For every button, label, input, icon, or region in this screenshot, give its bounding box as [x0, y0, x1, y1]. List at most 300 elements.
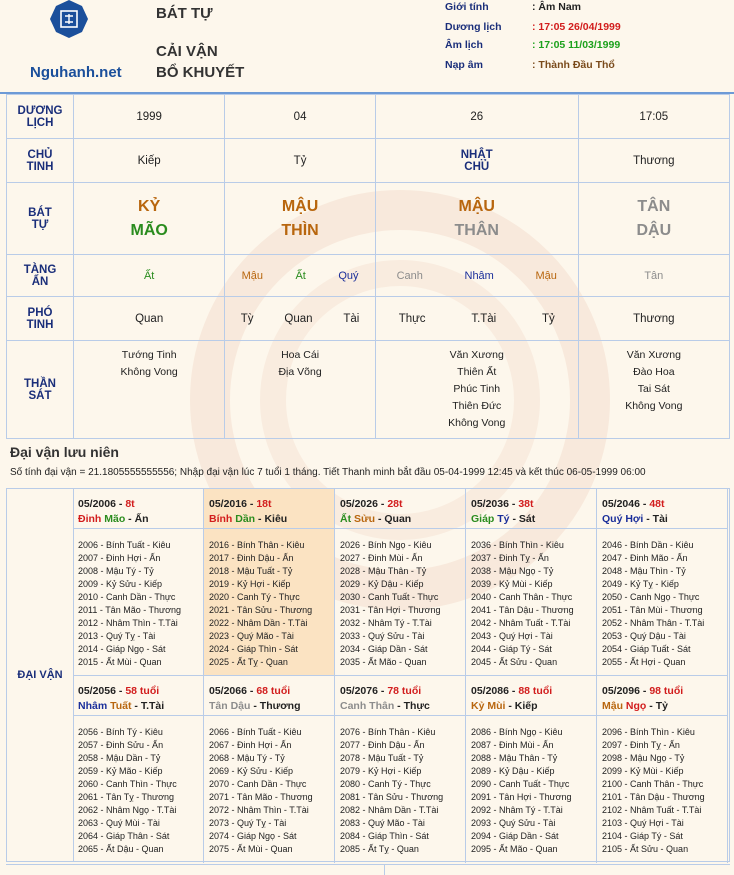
period-pillar	[78, 512, 203, 527]
year-item: 2006 - Bính Tuất - Kiêu	[78, 540, 171, 550]
year-list	[204, 529, 334, 669]
period-header	[73, 676, 203, 716]
year-list	[73, 716, 203, 856]
period-god: Ấn	[134, 513, 149, 525]
year-item: 2013 - Quý Tỵ - Tài	[78, 631, 156, 641]
period-sep: -	[639, 685, 650, 697]
period-chi: Thân	[369, 700, 395, 712]
year-item: 2056 - Bính Tý - Kiêu	[78, 727, 163, 737]
dia-chi: MÃO	[130, 221, 168, 239]
pho-tinh-cell	[578, 297, 729, 341]
year-item: 2072 - Nhâm Thìn - T.Tài	[209, 805, 309, 815]
year-item: 2050 - Canh Ngọ - Thực	[602, 592, 700, 602]
than-sat-cell	[225, 341, 375, 439]
period-date: 05/2016	[209, 498, 247, 510]
period-date: 05/2076	[340, 685, 378, 697]
period-pillar	[602, 512, 727, 527]
period-header	[466, 489, 596, 529]
period-sep: -	[643, 513, 653, 525]
year-item: 2103 - Quý Hợi - Tài	[602, 818, 684, 828]
period-date-age	[209, 497, 334, 512]
year-item: 2064 - Giáp Thân - Sát	[78, 831, 170, 841]
period-age: 18t	[256, 498, 272, 510]
hidden-stem: Ất	[295, 269, 306, 282]
period-sep: -	[377, 685, 388, 697]
period-pillar	[78, 699, 203, 714]
year-item: 2071 - Tân Mão - Thương	[209, 792, 313, 802]
period-god: Quan	[384, 513, 412, 525]
bat-tu-pillar	[375, 183, 578, 255]
period-sep: -	[394, 700, 404, 712]
header	[0, 0, 734, 94]
year-item: 2087 - Đinh Mùi - Ấn	[471, 740, 554, 750]
than-sat-item: Hoa Cái	[281, 349, 320, 361]
pho-tinh-cell	[74, 297, 225, 341]
period-date: 05/2006	[78, 498, 116, 510]
period-date: 05/2036	[471, 498, 509, 510]
tang-an-items	[376, 270, 578, 282]
period-sep: -	[115, 498, 126, 510]
dai-van-period[interactable]	[335, 676, 466, 863]
period-sep: -	[246, 685, 257, 697]
year-item: 2022 - Nhâm Dần - T.Tài	[209, 618, 308, 628]
dai-van-period[interactable]	[597, 489, 728, 676]
year-item: 2028 - Mậu Thân - Tỷ	[340, 566, 427, 576]
period-header	[335, 489, 465, 529]
period-pillar	[340, 699, 465, 714]
year-item: 2082 - Nhâm Dần - T.Tài	[340, 805, 439, 815]
period-chi: Ngọ	[625, 700, 647, 712]
pho-tinh-items	[225, 313, 374, 325]
period-sep: -	[509, 513, 519, 525]
bottom-bar	[6, 864, 730, 875]
year-item: 2074 - Giáp Ngọ - Sát	[209, 831, 297, 841]
tang-an-items	[74, 270, 224, 282]
year-item: 2095 - Ất Mão - Quan	[471, 844, 558, 854]
period-date: 05/2046	[602, 498, 640, 510]
hidden-stem: Mậu	[241, 269, 263, 282]
tang-an-cell	[375, 255, 578, 297]
than-sat-cell	[74, 341, 225, 439]
year-item: 2069 - Kỷ Sửu - Kiếp	[209, 766, 294, 776]
period-age: 38t	[518, 498, 534, 510]
nhat-chu-label: NHẬT CHỦ	[375, 139, 578, 183]
period-pillar	[471, 699, 596, 714]
ten-god: Quan	[135, 312, 164, 325]
period-chi: Tuất	[110, 700, 132, 712]
period-date-age	[78, 497, 203, 512]
period-date-age	[78, 684, 203, 699]
period-age: 98 tuổi	[649, 685, 684, 697]
year-item: 2025 - Ất Tỵ - Quan	[209, 657, 288, 667]
hidden-stem: Canh	[396, 269, 423, 282]
year-list	[466, 716, 596, 856]
row-than-sat	[7, 341, 730, 439]
year-item: 2083 - Quý Mão - Tài	[340, 818, 425, 828]
bottom-divider	[384, 865, 385, 875]
year-item: 2100 - Canh Thân - Thực	[602, 779, 704, 789]
period-header	[73, 489, 203, 529]
year-item: 2075 - Ất Mùi - Quan	[209, 844, 293, 854]
period-can: Tân	[209, 700, 228, 712]
than-sat-item: Tai Sát	[637, 383, 670, 395]
title-bat-tu: BÁT TỰ	[156, 5, 213, 22]
than-sat-item: Không Vong	[120, 366, 178, 378]
year-item: 2043 - Quý Hợi - Tài	[471, 631, 553, 641]
thien-can: KỶ	[138, 197, 161, 215]
than-sat-item: Thiên Đức	[452, 400, 502, 412]
ten-god: T.Tài	[471, 312, 497, 325]
period-age: 28t	[387, 498, 403, 510]
year-item: 2053 - Quý Dậu - Tài	[602, 631, 686, 641]
year-item: 2016 - Bính Thân - Kiêu	[209, 540, 305, 550]
period-age: 58 tuổi	[125, 685, 160, 697]
hidden-stem: Ất	[143, 269, 155, 282]
year-item: 2080 - Canh Tý - Thực	[340, 779, 431, 789]
hidden-stem: Mậu	[535, 269, 557, 282]
duong-lich-day: 26	[375, 95, 578, 139]
year-item: 2038 - Mậu Ngọ - Tỷ	[471, 566, 554, 576]
year-item: 2079 - Kỷ Hợi - Kiếp	[340, 766, 422, 776]
period-chi: Hợi	[625, 513, 644, 525]
period-header	[204, 489, 334, 529]
period-god: Thực	[403, 700, 430, 712]
dai-van-period[interactable]	[335, 489, 466, 676]
year-item: 2099 - Kỷ Mùi - Kiếp	[602, 766, 684, 776]
row-tang-an	[7, 255, 730, 297]
dai-van-note: Số tính đại vận = 21.1805555555556; Nhập đại vận lúc 7 tuổi 1 tháng. Tiết Thanh minh bắt đầu 05-04-1999 12:45 và kết thúc 06-05-1999 06:00	[10, 467, 646, 478]
pho-tinh-cell	[375, 297, 578, 341]
year-item: 2018 - Mậu Tuất - Tỷ	[209, 566, 293, 576]
year-list	[597, 529, 727, 669]
period-date-age	[209, 684, 334, 699]
period-can: Kỷ	[471, 700, 485, 712]
period-sep: -	[115, 685, 126, 697]
year-item: 2086 - Bính Ngọ - Kiêu	[471, 727, 563, 737]
period-date: 05/2026	[340, 498, 378, 510]
than-sat-cell	[578, 341, 729, 439]
title-bo-khuyet: BỔ KHUYẾT	[156, 64, 245, 81]
chu-tinh-month: Tỷ	[225, 139, 375, 183]
year-item: 2067 - Đinh Hợi - Ấn	[209, 740, 292, 750]
bat-tu-pillar	[225, 183, 375, 255]
period-date: 05/2096	[602, 685, 640, 697]
than-sat-item: Địa Võng	[278, 366, 322, 378]
year-item: 2090 - Canh Tuất - Thực	[471, 779, 570, 789]
dai-van-title: Đại vận lưu niên	[10, 444, 119, 460]
year-list	[335, 716, 465, 856]
row-chu-tinh	[7, 139, 730, 183]
thien-can: MẬU	[458, 197, 495, 215]
year-item: 2029 - Kỷ Dậu - Kiếp	[340, 579, 424, 589]
year-item: 2051 - Tân Mùi - Thương	[602, 605, 703, 615]
dai-van-period[interactable]	[466, 676, 597, 863]
hidden-stem: Tân	[644, 269, 664, 282]
dai-van-period[interactable]	[466, 489, 597, 676]
year-item: 2057 - Đinh Sửu - Ấn	[78, 740, 164, 750]
period-sep: -	[255, 513, 265, 525]
year-item: 2009 - Kỷ Sửu - Kiếp	[78, 579, 163, 589]
dai-van-period[interactable]	[73, 489, 204, 676]
period-chi: Sửu	[354, 513, 376, 525]
site-name[interactable]: Nguhanh.net	[30, 64, 122, 81]
year-item: 2089 - Kỷ Dậu - Kiếp	[471, 766, 555, 776]
year-item: 2081 - Tân Sửu - Thương	[340, 792, 444, 802]
tang-an-items	[225, 270, 374, 282]
year-item: 2015 - Ất Mùi - Quan	[78, 657, 162, 667]
info-value: : 17:05 26/04/1999	[532, 21, 621, 33]
period-can: Bính	[209, 513, 233, 525]
period-sep: -	[250, 700, 260, 712]
year-item: 2101 - Tân Dậu - Thương	[602, 792, 705, 802]
year-item: 2012 - Nhâm Thìn - T.Tài	[78, 618, 178, 628]
year-item: 2020 - Canh Tý - Thực	[209, 592, 300, 602]
ten-god: Thực	[398, 312, 426, 325]
tang-an-cell	[578, 255, 729, 297]
chu-tinh-year: Kiếp	[74, 139, 225, 183]
chu-tinh-hour: Thương	[578, 139, 729, 183]
year-item: 2030 - Canh Tuất - Thực	[340, 592, 439, 602]
year-item: 2034 - Giáp Dần - Sát	[340, 644, 428, 654]
than-sat-item: Văn Xương	[449, 349, 504, 361]
year-item: 2044 - Giáp Tý - Sát	[471, 644, 552, 654]
period-date-age	[471, 684, 596, 699]
period-can: Đinh	[78, 513, 102, 525]
row-label-tang-an: TÀNG ẨN	[7, 255, 74, 297]
year-item: 2084 - Giáp Thìn - Sát	[340, 831, 429, 841]
year-list	[597, 716, 727, 856]
period-can: Canh	[340, 700, 367, 712]
period-sep: -	[508, 685, 519, 697]
period-pillar	[209, 699, 334, 714]
row-label-chu-tinh: CHỦ TINH	[7, 139, 74, 183]
year-item: 2010 - Canh Dần - Thực	[78, 592, 176, 602]
than-sat-item: Phúc Tinh	[453, 383, 501, 395]
year-item: 2037 - Đinh Tỵ - Ấn	[471, 553, 549, 563]
duong-lich-year: 1999	[74, 95, 225, 139]
dai-van-period[interactable]	[597, 676, 728, 863]
dia-chi: DẬU	[636, 221, 672, 239]
duong-lich-hour: 17:05	[578, 95, 729, 139]
year-item: 2040 - Canh Thân - Thực	[471, 592, 573, 602]
period-sep: -	[508, 498, 519, 510]
title-cai-van: CẢI VẬN	[156, 43, 218, 60]
period-header	[597, 489, 727, 529]
year-item: 2091 - Tân Hợi - Thương	[471, 792, 572, 802]
year-item: 2042 - Nhâm Tuất - T.Tài	[471, 618, 571, 628]
year-item: 2065 - Ất Dậu - Quan	[78, 844, 164, 854]
period-age: 78 tuổi	[387, 685, 422, 697]
ten-god: Tài	[343, 312, 360, 325]
period-header	[204, 676, 334, 716]
than-sat-item: Đào Hoa	[633, 366, 675, 378]
year-item: 2098 - Mậu Ngọ - Tỷ	[602, 753, 685, 763]
year-item: 2073 - Quý Tỵ - Tài	[209, 818, 287, 828]
ten-god: Thương	[633, 312, 675, 325]
year-item: 2059 - Kỷ Mão - Kiếp	[78, 766, 163, 776]
year-item: 2039 - Kỷ Mùi - Kiếp	[471, 579, 553, 589]
year-item: 2063 - Quý Mùi - Tài	[78, 818, 160, 828]
info-label: Dương lịch	[445, 21, 502, 33]
year-item: 2035 - Ất Mão - Quan	[340, 657, 427, 667]
year-item: 2027 - Đinh Mùi - Ấn	[340, 553, 423, 563]
year-item: 2061 - Tân Tỵ - Thương	[78, 792, 174, 802]
tang-an-cell	[74, 255, 225, 297]
dai-van-label: ĐẠI VẬN	[7, 489, 74, 861]
year-item: 2032 - Nhâm Tý - T.Tài	[340, 618, 432, 628]
year-item: 2094 - Giáp Dần - Sát	[471, 831, 559, 841]
year-item: 2008 - Mậu Tý - Tỷ	[78, 566, 154, 576]
ten-god: Quan	[284, 312, 313, 325]
year-item: 2088 - Mậu Thân - Tỷ	[471, 753, 558, 763]
period-god: Thương	[259, 700, 301, 712]
row-label-than-sat: THẦN SÁT	[7, 341, 74, 439]
tang-an-items	[579, 270, 729, 282]
pho-tinh-items	[579, 313, 729, 325]
period-chi: Dậu	[230, 700, 251, 712]
than-sat-cell	[375, 341, 578, 439]
info-value: : Âm Nam	[532, 1, 582, 13]
year-item: 2049 - Kỷ Tỵ - Kiếp	[602, 579, 679, 589]
period-date-age	[471, 497, 596, 512]
dai-van-period[interactable]	[204, 676, 335, 863]
year-item: 2077 - Đinh Dậu - Ấn	[340, 740, 425, 750]
year-item: 2019 - Kỷ Hợi - Kiếp	[209, 579, 291, 589]
than-sat-item: Không Vong	[625, 400, 683, 412]
period-header	[466, 676, 596, 716]
period-sep: -	[646, 700, 656, 712]
period-date-age	[602, 684, 727, 699]
than-sat-item: Không Vong	[448, 417, 506, 429]
row-duong-lich	[7, 95, 730, 139]
than-sat-item: Văn Xương	[626, 349, 681, 361]
than-sat-item: Tướng Tinh	[121, 349, 177, 361]
period-can: Quý	[602, 513, 623, 525]
period-god: T.Tài	[140, 700, 165, 712]
period-can: Nhâm	[78, 700, 108, 712]
period-chi: Mão	[104, 513, 126, 525]
dai-van-period[interactable]	[204, 489, 335, 676]
period-god: Tài	[652, 513, 668, 525]
year-item: 2102 - Nhâm Tuất - T.Tài	[602, 805, 702, 815]
hidden-stem: Nhâm	[464, 269, 494, 282]
row-label-duong-lich: DƯƠNG LỊCH	[7, 95, 74, 139]
year-item: 2097 - Đinh Tỵ - Ấn	[602, 740, 680, 750]
info-label: Nạp âm	[445, 59, 483, 71]
year-item: 2011 - Tân Mão - Thương	[78, 605, 181, 615]
year-item: 2093 - Quý Sửu - Tài	[471, 818, 556, 828]
period-pillar	[209, 512, 334, 527]
row-label-pho-tinh: PHÓ TINH	[7, 297, 74, 341]
period-pillar	[602, 699, 727, 714]
year-item: 2031 - Tân Hợi - Thương	[340, 605, 441, 615]
info-label: Âm lịch	[445, 39, 483, 51]
year-list	[466, 529, 596, 669]
period-pillar	[471, 512, 596, 527]
year-item: 2024 - Giáp Thìn - Sát	[209, 644, 298, 654]
period-chi: Dần	[235, 513, 256, 525]
ten-god: Tỷ	[541, 312, 555, 325]
period-god: Kiêu	[264, 513, 288, 525]
year-item: 2058 - Mậu Dần - Tỷ	[78, 753, 161, 763]
row-bat-tu	[7, 183, 730, 255]
period-god: Sát	[518, 513, 536, 525]
year-item: 2033 - Quý Sửu - Tài	[340, 631, 425, 641]
pho-tinh-cell	[225, 297, 375, 341]
dia-chi: THÂN	[454, 221, 499, 239]
period-date-age	[340, 684, 465, 699]
period-pillar	[340, 512, 465, 527]
period-sep: -	[377, 498, 388, 510]
year-item: 2104 - Giáp Tý - Sát	[602, 831, 683, 841]
bat-tu-pillar	[578, 183, 729, 255]
year-list	[204, 716, 334, 856]
year-item: 2092 - Nhâm Tý - T.Tài	[471, 805, 563, 815]
period-can: Ất	[340, 513, 352, 525]
year-item: 2085 - Ất Tỵ - Quan	[340, 844, 419, 854]
year-item: 2076 - Bính Thân - Kiêu	[340, 727, 436, 737]
dai-van-grid	[6, 488, 730, 862]
period-sep: -	[246, 498, 257, 510]
year-item: 2036 - Bính Thìn - Kiêu	[471, 540, 564, 550]
year-item: 2055 - Ất Hợi - Quan	[602, 657, 686, 667]
year-item: 2007 - Đinh Hợi - Ấn	[78, 553, 161, 563]
period-god: Tỷ	[655, 700, 668, 712]
bat-tu-pillar	[74, 183, 225, 255]
thien-can: MẬU	[281, 197, 319, 215]
year-item: 2045 - Ất Sửu - Quan	[471, 657, 558, 667]
year-item: 2096 - Bính Thìn - Kiêu	[602, 727, 695, 737]
period-age: 48t	[649, 498, 665, 510]
ten-god: Tỳ	[240, 312, 254, 325]
pho-tinh-items	[376, 313, 578, 325]
period-sep: -	[375, 513, 385, 525]
year-item: 2066 - Bính Tuất - Kiêu	[209, 727, 302, 737]
period-sep: -	[505, 700, 515, 712]
period-date: 05/2056	[78, 685, 116, 697]
period-chi: Mùi	[487, 700, 506, 712]
period-sep: -	[125, 513, 135, 525]
year-item: 2023 - Quý Mão - Tài	[209, 631, 294, 641]
year-item: 2070 - Canh Dần - Thực	[209, 779, 307, 789]
period-header	[335, 676, 465, 716]
than-sat-item: Thiên Ất	[457, 366, 497, 378]
period-can: Giáp	[471, 513, 495, 525]
year-item: 2014 - Giáp Ngọ - Sát	[78, 644, 166, 654]
year-item: 2105 - Ất Sửu - Quan	[602, 844, 689, 854]
year-item: 2017 - Đinh Dậu - Ấn	[209, 553, 294, 563]
period-sep: -	[639, 498, 650, 510]
dai-van-period[interactable]	[73, 676, 204, 863]
pho-tinh-items	[74, 313, 224, 325]
year-item: 2047 - Đinh Mão - Ấn	[602, 553, 688, 563]
period-date: 05/2086	[471, 685, 509, 697]
year-item: 2068 - Mậu Tý - Tỷ	[209, 753, 285, 763]
year-item: 2078 - Mậu Tuất - Tỷ	[340, 753, 424, 763]
row-pho-tinh	[7, 297, 730, 341]
period-age: 68 tuổi	[256, 685, 291, 697]
info-value: : Thành Đầu Thổ	[532, 59, 615, 71]
bat-tu-table	[6, 94, 730, 439]
year-item: 2046 - Bính Dần - Kiêu	[602, 540, 694, 550]
period-date-age	[340, 497, 465, 512]
info-value: : 17:05 11/03/1999	[532, 39, 621, 51]
period-header	[597, 676, 727, 716]
year-item: 2060 - Canh Thìn - Thực	[78, 779, 177, 789]
year-item: 2054 - Giáp Tuất - Sát	[602, 644, 691, 654]
logo-icon	[42, 0, 96, 46]
period-god: Kiếp	[514, 700, 538, 712]
